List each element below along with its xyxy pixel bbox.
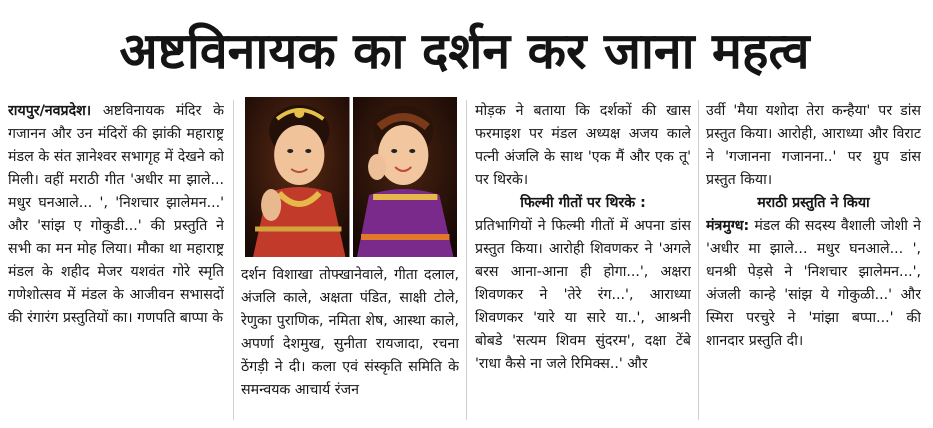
subheading-film-songs: फिल्मी गीतों पर थिरके : (520, 195, 646, 211)
col4-body-b: मंडल की सदस्य वैशाली जोशी ने 'अधीर मा झाले... मधुर घनआले... ', धनश्री पेड़से ने 'निशचार झालेमन...', अंजली कान्हे 'सांझ ये गोकुळी...' और स्मिरा परचुरे ने 'मांझा बप्पा...' की शानदार प्रस्तुति दी। (706, 218, 921, 349)
col3-body-b: प्रतिभागियों ने फिल्मी गीतों में अपना डांस प्रस्तुत किया। आरोही शिवणकर ने 'अगले बरस आना-आना ही होगा...', अक्षरा शिवणकर ने 'तेरे रंग...', आराध्या शिवणकर 'यारे या सारे या..', आश्रनी बोबडे 'सत्यम शिवम सुंदरम', दक्षा टेंबे 'राधा कैसे ना जले रिमिक्स..' और (475, 218, 691, 372)
dateline: रायपुर/नवप्रदेश। (8, 103, 92, 119)
col3-body-a: मोड़क ने बताया कि दर्शकों की खास फरमाइश पर मंडल अध्यक्ष अजय काले पत्नी अंजलि के साथ 'एक मैं और एक तू' पर थिरके। (475, 103, 691, 188)
col4-body-a: उर्वी 'मैया यशोदा तेरा कन्हैया' पर डांस प्रस्तुत किया। आरोही, आराध्या और विराट ने 'गजानना गजानना..' पर ग्रुप डांस प्रस्तुत किया। (706, 103, 921, 188)
column-1 (8, 100, 224, 422)
dancer-photo-left (245, 97, 350, 257)
column-divider (233, 100, 234, 420)
col1-paragraph (8, 100, 224, 330)
column-divider (698, 100, 699, 420)
col2-body: दर्शन विशाखा तोफ्खानेवाले, गीता दलाल, अंजलि काले, अक्षता पंडित, साक्षी टोले, रेणुका पुराणिक, नमिता शेष, आस्था काले, अपर्णा देशमुख, सुनीता रायजादा, रचना ठेंगड़ी ने दी। कला एवं संस्कृति समिति के समन्वयक आचार्य रंजन (241, 267, 459, 398)
col4-lead: मंत्रमुग्ध: (706, 218, 750, 234)
col4-paragraph (706, 215, 921, 353)
subheading-marathi: मराठी प्रस्तुति ने किया (757, 195, 870, 211)
headline: अष्टविनायक का दर्शन कर जाना महत्व (119, 22, 810, 80)
column-divider (466, 100, 467, 420)
col1-body: अष्टविनायक मंदिर के गजानन और उन मंदिरों की झांकी महाराष्ट्र मंडल के संत ज्ञानेश्वर सभागृह में देखने को मिली। वहीं मराठी गीत 'अधीर मा झाले... मधुर घनआले... ', 'निशचार झालेमन...' और 'सांझ ए गोकुडी...' की प्रस्तुति ने सभी का मन मोह लिया। मौका था महाराष्ट्र मंडल के शहीद मेजर यशवंत गोरे स्मृति गणेशोत्सव में मंडल के आजीवन सभासदों की रंगारंग प्रस्तुतियों का। गणपति बाप्पा के (8, 103, 224, 326)
column-2 (241, 264, 459, 424)
news-clipping (4, 4, 925, 422)
column-4 (706, 100, 921, 422)
dancer-photo-right (353, 97, 458, 257)
column-3 (475, 100, 691, 422)
photo-strip (245, 97, 457, 257)
